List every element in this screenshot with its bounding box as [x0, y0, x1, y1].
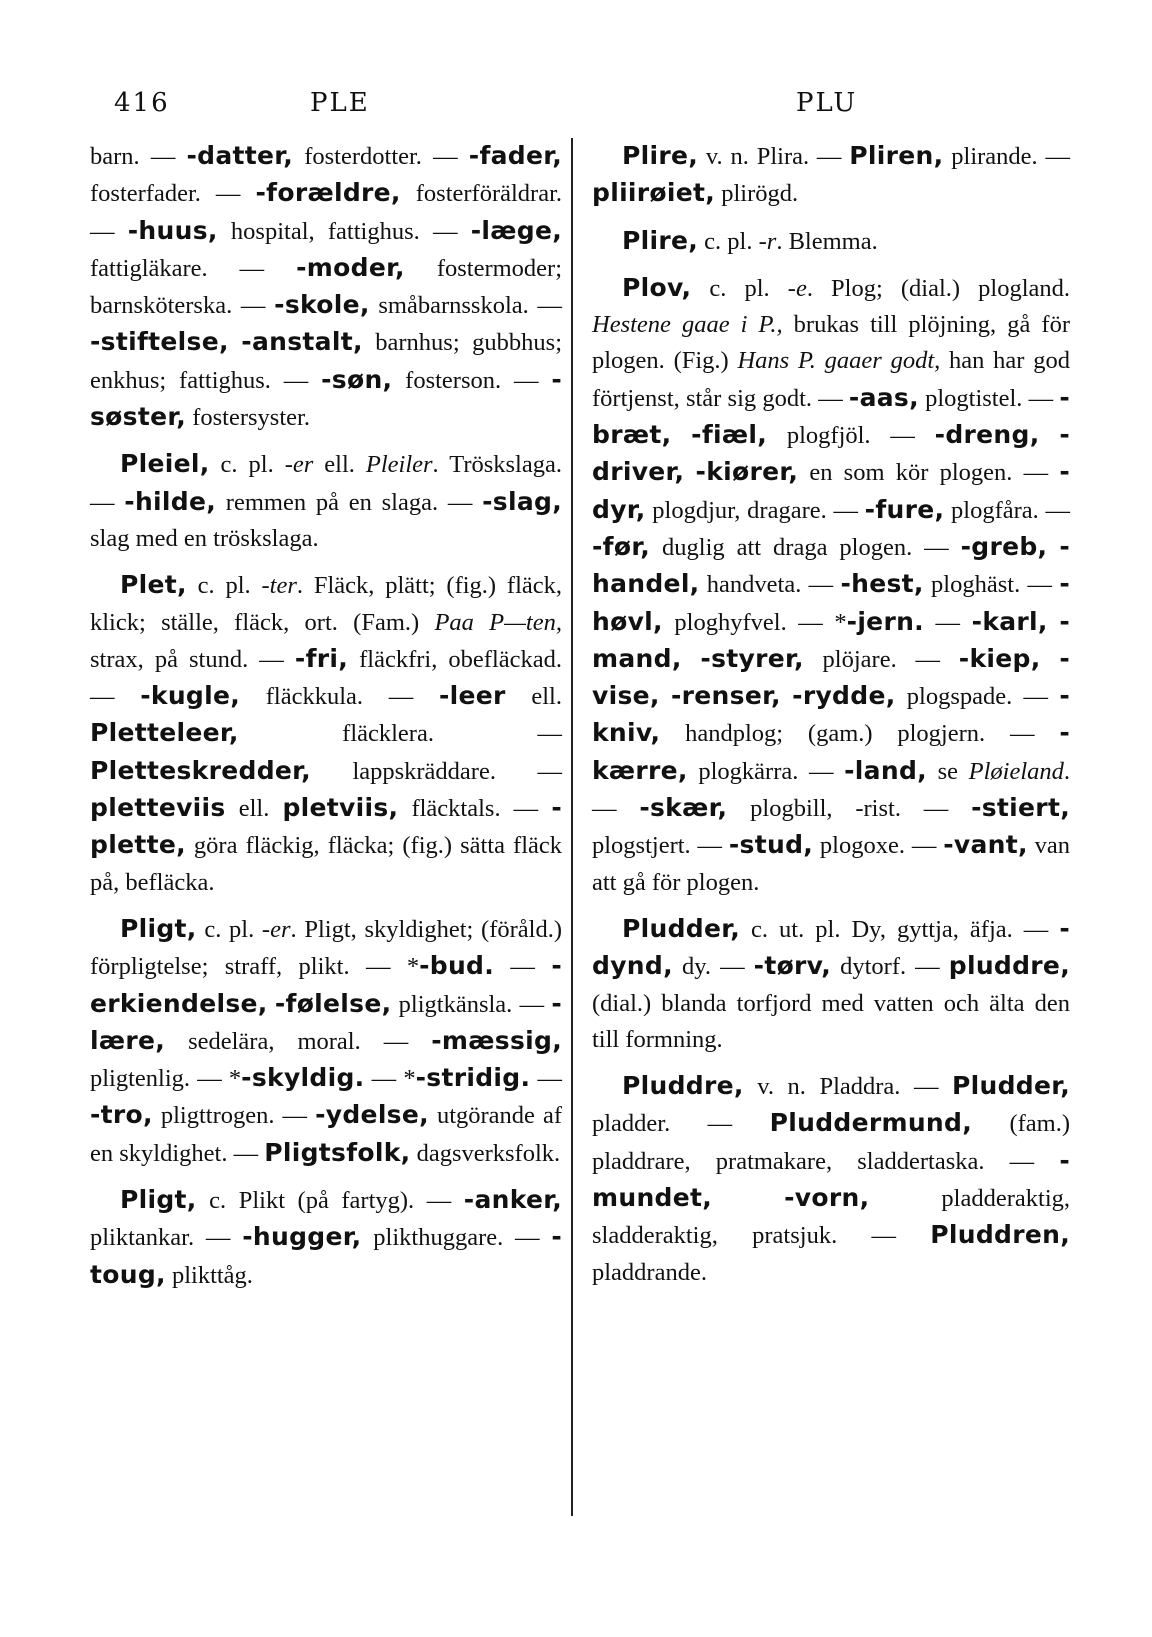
dictionary-entry: Pluddre, v. n. Pladdra. — Pludder, pladder. — Pluddermund, (fam.) pladdrare, pratmakare, sladdertaska. — -mundet, -vorn, pladderaktig, sladderaktig, pratsjuk. — Pluddren, pladdrande.	[592, 1071, 1070, 1286]
dictionary-entry: Plire, c. pl. -r. Blemma.	[622, 225, 878, 255]
dictionary-entry: Pligt, c. Plikt (på fartyg). — -anker, pliktankar. — -hugger, plikthuggare. — -toug, plikttåg.	[90, 1185, 563, 1289]
page-header	[0, 88, 1152, 128]
dictionary-entry: Plov, c. pl. -e. Plog; (dial.) plogland. Hestene gaae i P., brukas till plöjning, gå för plogen. (Fig.) Hans P. gaaer godt, han har god förtjenst, står sig godt. — -aas, plogtistel. — -bræt, -fiæl, plogfjöl. — -dreng, -driver, -kiører, en som kör plogen. — -dyr, plogdjur, dragare. — -fure, plogfåra. — -før, duglig att draga plogen. — -greb, -handel, handveta. — -hest, ploghäst. — -høvl, ploghyfvel. — *-jern. — -karl, -mand, -styrer, plöjare. — -kiep, -vise, -renser, -rydde, plogspade. — -kniv, handplog; (gam.) plogjern. — -kærre, plogkärra. — -land, se Pløieland. — -skær, plogbill, -rist. — -stiert, plogstjert. — -stud, plogoxe. — -vant, van att gå för plogen.	[592, 272, 1071, 896]
right-guide-word: PLU	[796, 88, 858, 118]
left-guide-word: PLE	[310, 88, 370, 118]
dictionary-entry: Pludder, c. ut. pl. Dy, gyttja, äfja. — -dynd, dy. — -tørv, dytorf. — pluddre, (dial.) blanda torfjord med vatten och älta den till formning.	[592, 913, 1070, 1053]
dictionary-entry: Pligt, c. pl. -er. Pligt, skyldighet; (föråld.) förpligtelse; straff, plikt. — *-bud. — -erkiendelse, -følelse, pligtkänsla. — -lære, sedelära, moral. — -mæssig, pligtenlig. — *-skyldig. — *-stridig. — -tro, pligttrogen. — -ydelse, utgörande af en skyldighet. — Pligtsfolk, dagsverksfolk.	[90, 913, 563, 1167]
dictionary-entry: Plire, v. n. Plira. — Pliren, plirande. — pliirøiet, plirögd.	[592, 141, 1070, 208]
right-column	[592, 138, 1070, 1301]
dictionary-entry: barn. — -datter, fosterdotter. — -fader, fosterfader. — -forældre, fosterföräldrar. — -huus, hospital, fattighus. — -læge, fattigläkare. — -moder, fostermoder; barnsköterska. — -skole, småbarnsskola. — -stiftelse, -anstalt, barnhus; gubbhus; enkhus; fattighus. — -søn, fosterson. — -søster, fostersyster.	[90, 141, 563, 432]
left-column	[90, 138, 562, 1304]
page-number: 416	[114, 88, 170, 118]
dictionary-entry: Pleiel, c. pl. -er ell. Pleiler. Tröskslaga. — -hilde, remmen på en slaga. — -slag, slag med en tröskslaga.	[90, 449, 562, 552]
column-divider	[571, 138, 573, 1516]
dictionary-entry: Plet, c. pl. -ter. Fläck, plätt; (fig.) fläck, klick; ställe, fläck, ort. (Fam.) Paa P—ten, strax, på stund. — -fri, fläckfri, obefläckad. — -kugle, fläckkula. — -leer ell. Pletteleer, fläcklera. — Pletteskredder, lappskräddare. — pletteviis ell. pletviis, fläcktals. — -plette, göra fläckig, fläcka; (fig.) sätta fläck på, befläcka.	[90, 570, 563, 896]
